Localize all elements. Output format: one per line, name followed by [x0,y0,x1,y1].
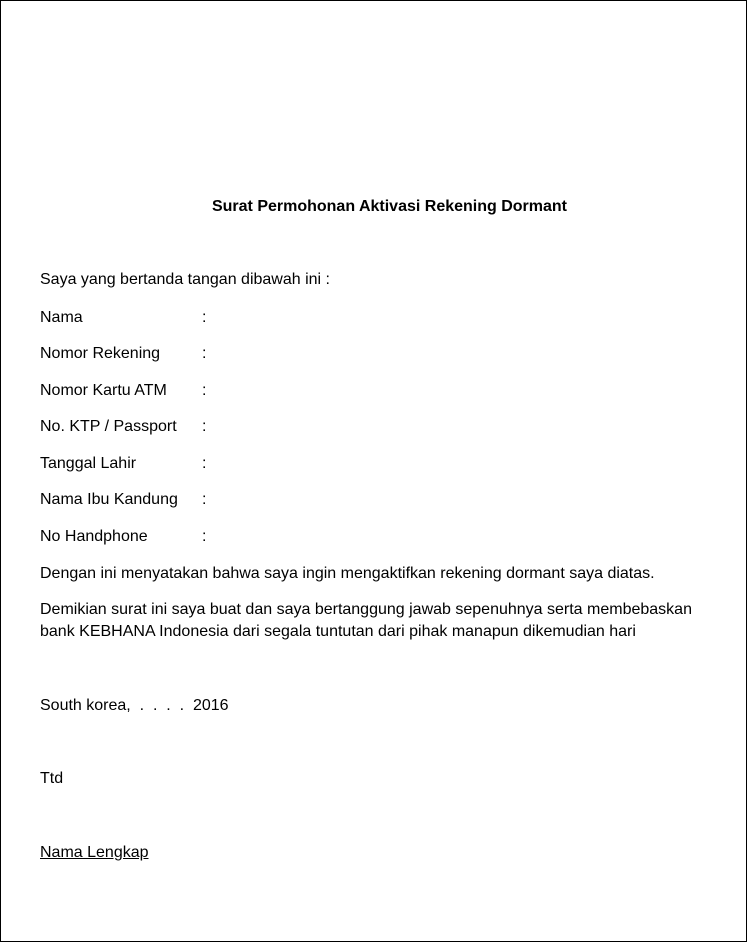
field-colon: : [202,418,207,435]
field-label: Tanggal Lahir [40,455,137,472]
field-colon: : [202,309,207,326]
field-nomor-kartu-atm [40,382,206,400]
field-no-handphone [40,528,206,546]
field-label: No. KTP / Passport [40,418,177,435]
closing-text-line-2: bank KEBHANA Indonesia dari segala tuntutan dari pihak manapun dikemudian hari [40,623,636,640]
field-label: Nomor Kartu ATM [40,382,167,399]
field-nama [40,309,206,327]
statement-text: Dengan ini menyatakan bahwa saya ingin mengaktifkan rekening dormant saya diatas. [40,565,655,582]
field-label: Nama Ibu Kandung [40,491,178,508]
field-nomor-rekening [40,345,206,363]
field-ktp-passport [40,418,206,436]
field-colon: : [202,382,207,399]
field-nama-ibu-kandung [40,491,206,509]
place-date: South korea, . . . . 2016 [40,697,229,714]
field-colon: : [202,528,207,545]
intro-text: Saya yang bertanda tangan dibawah ini : [40,271,330,288]
letter-title: Surat Permohonan Aktivasi Rekening Dormant [211,198,568,215]
field-label: No Handphone [40,528,148,545]
full-name-line: Nama Lengkap [40,844,149,861]
field-colon: : [202,345,207,362]
field-colon: : [202,491,207,508]
signature-label: Ttd [40,770,64,787]
closing-text-line-1: Demikian surat ini saya buat dan saya bertanggung jawab sepenuhnya serta membebaskan [40,601,692,618]
field-tanggal-lahir [40,455,206,473]
field-colon: : [202,455,207,472]
field-label: Nomor Rekening [40,345,161,362]
field-label: Nama [40,309,83,326]
